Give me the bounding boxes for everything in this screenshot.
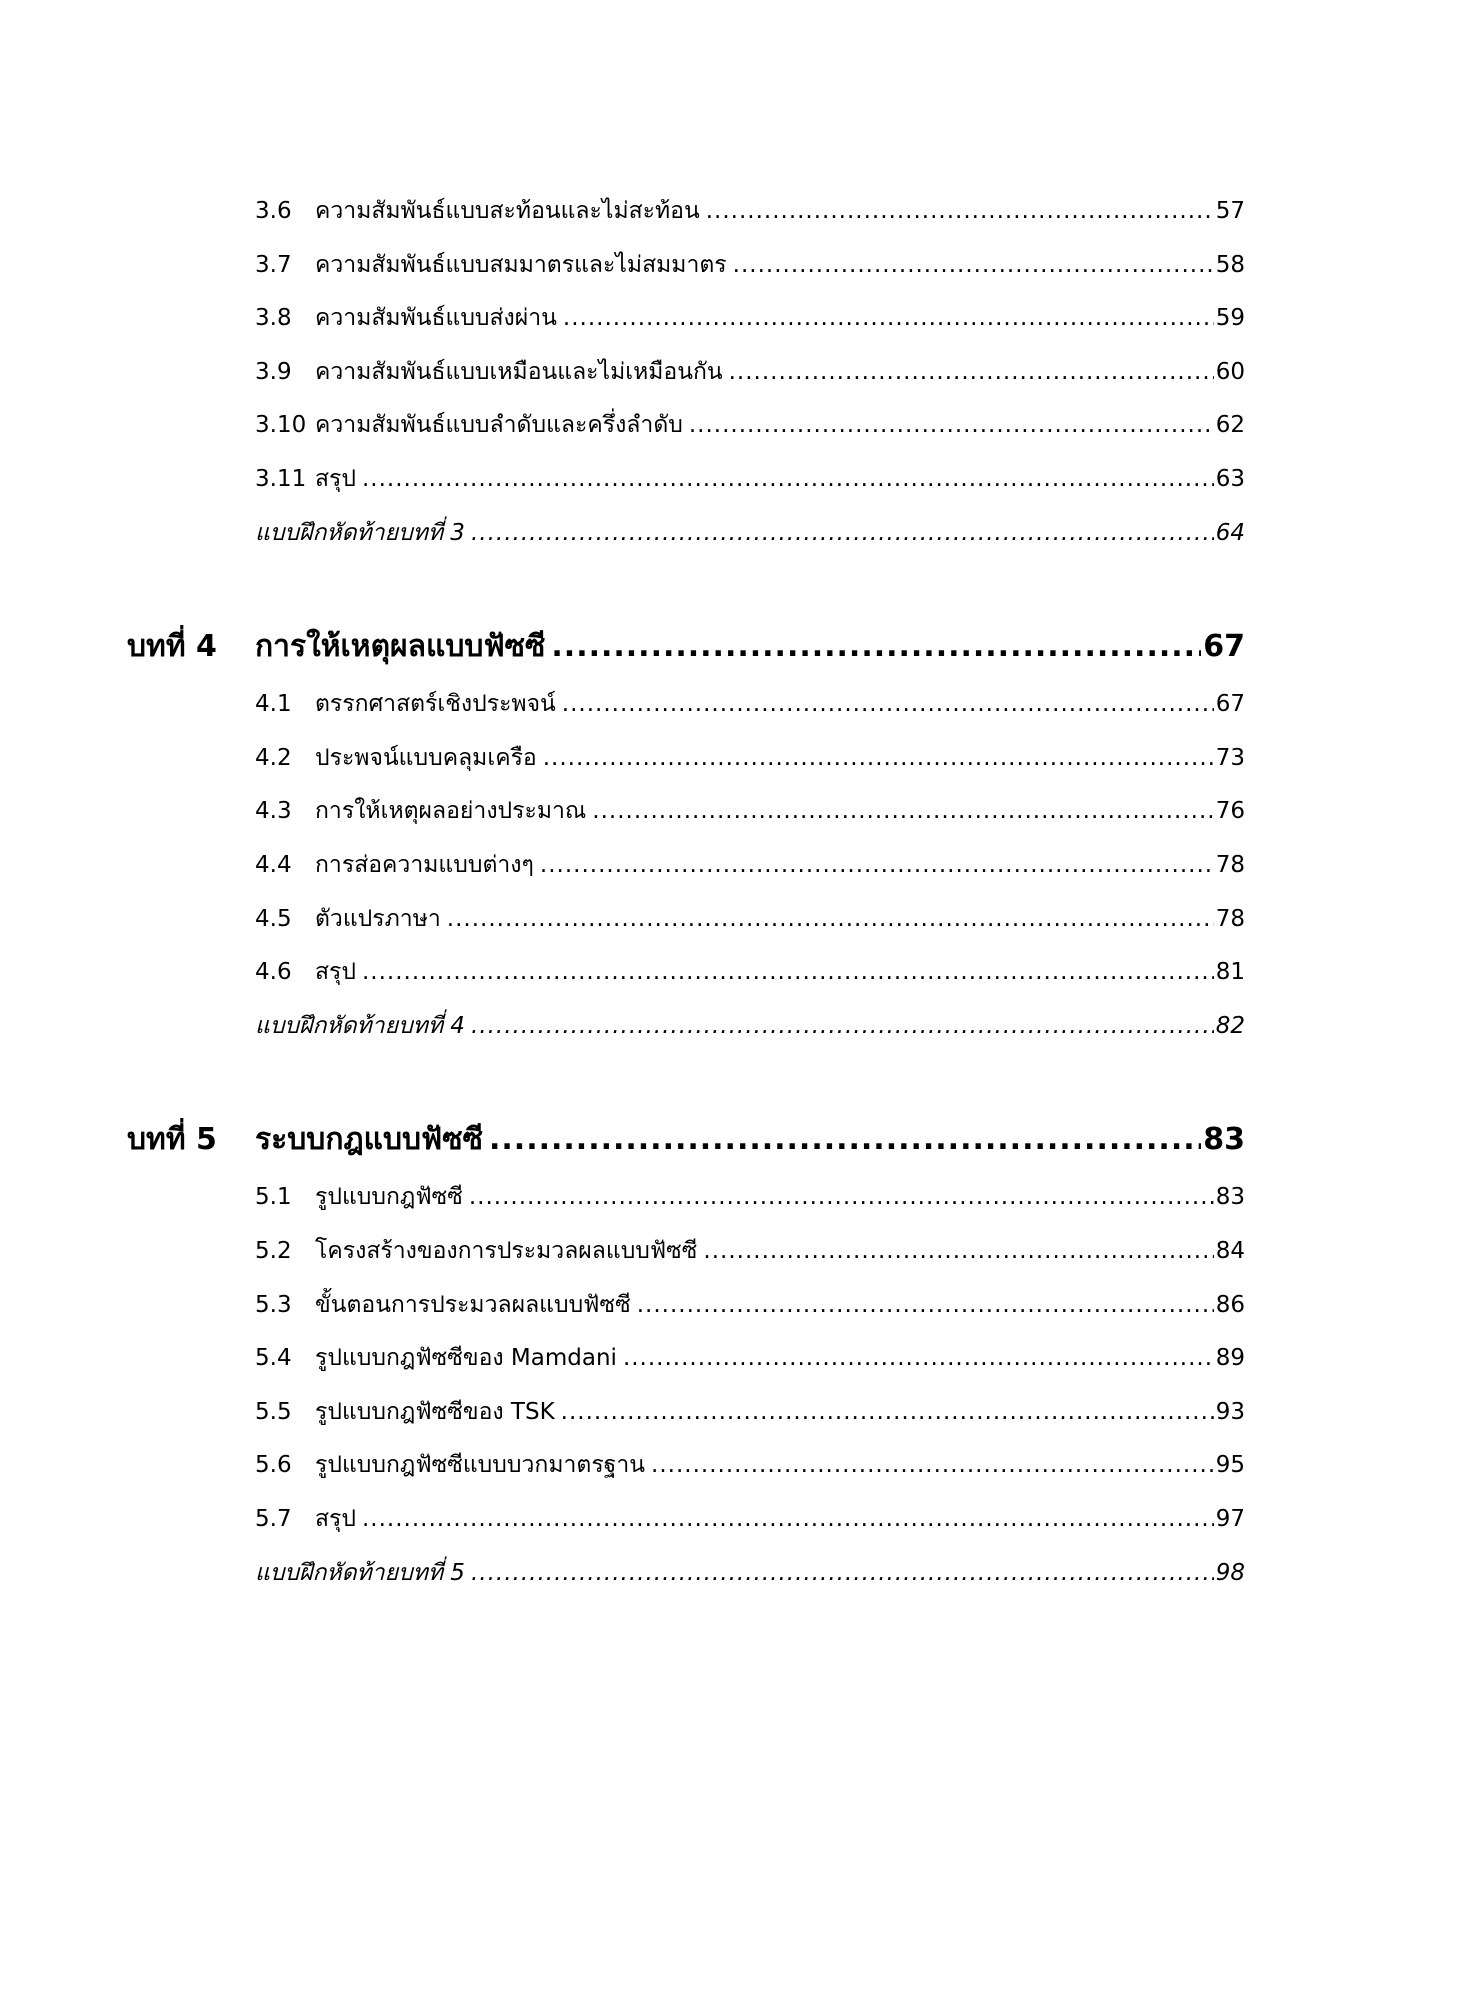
dot-leader — [703, 1234, 1213, 1268]
section-title: ตรรกศาสตร์เชิงประพจน์ — [315, 691, 556, 718]
section-title: ประพจน์แบบคลุมเครือ — [315, 744, 537, 771]
section-title: ความสัมพันธ์แบบส่งผ่าน — [315, 305, 557, 332]
section-entry[interactable] — [255, 1395, 1245, 1429]
section-title: ตัวแปรภาษา — [315, 905, 441, 932]
section-number: 5.7 — [255, 1506, 292, 1532]
section-number: 3.7 — [255, 251, 292, 278]
page-number: 83 — [1203, 1122, 1245, 1158]
section-entry[interactable] — [255, 462, 1245, 496]
section-entry[interactable] — [255, 1234, 1245, 1268]
page-number: 63 — [1215, 466, 1245, 492]
dot-leader — [362, 955, 1214, 989]
section-entry[interactable] — [255, 848, 1245, 882]
section-number: 5.4 — [255, 1345, 292, 1372]
section-number: 5.3 — [255, 1291, 292, 1318]
chapter-heading[interactable] — [127, 1118, 1245, 1162]
section-entry[interactable] — [255, 301, 1245, 335]
dot-leader — [733, 248, 1214, 282]
chapter-number: บทที่ 5 — [127, 1122, 217, 1158]
page-number: 60 — [1215, 358, 1245, 385]
section-number: 5.1 — [255, 1184, 292, 1211]
dot-leader — [689, 408, 1214, 442]
section-entry[interactable] — [255, 741, 1245, 775]
exercise-title: แบบฝึกหัดท้ายบทที่ 5 — [255, 1559, 465, 1586]
section-title: ความสัมพันธ์แบบเหมือนและไม่เหมือนกัน — [315, 358, 723, 385]
section-title: ความสัมพันธ์แบบสะท้อนและไม่สะท้อน — [315, 198, 700, 224]
page-number: 83 — [1215, 1184, 1245, 1211]
section-number: 5.5 — [255, 1398, 292, 1425]
section-entry[interactable] — [255, 194, 1245, 228]
exercise-title: แบบฝึกหัดท้ายบทที่ 3 — [255, 519, 465, 546]
section-title: สรุป — [315, 959, 356, 986]
page-number: 64 — [1215, 519, 1245, 546]
dot-leader — [362, 1502, 1214, 1536]
section-number: 3.8 — [255, 305, 292, 332]
page-number: 62 — [1215, 412, 1245, 439]
dot-leader — [561, 1395, 1214, 1429]
section-number: 4.5 — [255, 905, 292, 932]
exercise-entry[interactable] — [255, 1556, 1245, 1590]
section-number: 5.6 — [255, 1452, 292, 1479]
dot-leader — [540, 848, 1214, 882]
dot-leader — [729, 355, 1214, 389]
section-title: โครงสร้างของการประมวลผลแบบฟัซซี — [315, 1238, 698, 1264]
section-entry[interactable] — [255, 902, 1245, 936]
section-title: การส่อความแบบต่างๆ — [315, 852, 534, 878]
exercise-entry[interactable] — [255, 1009, 1245, 1043]
section-title: ความสัมพันธ์แบบสมมาตรและไม่สมมาตร — [315, 251, 727, 278]
page-number: 76 — [1215, 798, 1245, 825]
page-number: 58 — [1215, 251, 1245, 278]
page-number: 95 — [1215, 1452, 1245, 1479]
section-entry[interactable] — [255, 794, 1245, 828]
section-entry[interactable] — [255, 1341, 1245, 1375]
page-number: 78 — [1215, 905, 1245, 932]
page-number: 82 — [1215, 1012, 1245, 1039]
dot-leader — [447, 902, 1214, 936]
dot-leader — [471, 1556, 1214, 1590]
section-title: รูปแบบกฎฟัซซีของ TSK — [315, 1398, 555, 1425]
page-number: 86 — [1215, 1291, 1245, 1318]
page-number: 73 — [1215, 744, 1245, 771]
section-entry[interactable] — [255, 1448, 1245, 1482]
section-title: ความสัมพันธ์แบบลำดับและครึ่งลำดับ — [315, 412, 683, 439]
section-entry[interactable] — [255, 1180, 1245, 1214]
page-number: 98 — [1215, 1559, 1245, 1586]
chapter-number: บทที่ 4 — [127, 629, 217, 665]
section-entry[interactable] — [255, 687, 1245, 721]
section-entry[interactable] — [255, 355, 1245, 389]
page-number: 81 — [1215, 959, 1245, 986]
dot-leader — [563, 301, 1214, 335]
dot-leader — [471, 516, 1214, 550]
section-entry[interactable] — [255, 408, 1245, 442]
page-number: 97 — [1215, 1506, 1245, 1532]
chapter-heading[interactable] — [127, 625, 1245, 669]
page-number: 84 — [1215, 1238, 1245, 1264]
page-number: 57 — [1215, 198, 1245, 224]
chapter-title: การให้เหตุผลแบบฟัซซี — [255, 629, 546, 665]
section-entry[interactable] — [255, 955, 1245, 989]
dot-leader — [362, 462, 1214, 496]
dot-leader — [651, 1448, 1214, 1482]
section-title: สรุป — [315, 466, 356, 492]
section-title: การให้เหตุผลอย่างประมาณ — [315, 798, 587, 825]
dot-leader — [562, 687, 1214, 721]
section-title: สรุป — [315, 1506, 356, 1532]
section-title: รูปแบบกฎฟัซซีของ Mamdani — [315, 1345, 617, 1372]
section-number: 4.3 — [255, 798, 292, 825]
section-number: 3.9 — [255, 358, 292, 385]
dot-leader — [623, 1341, 1214, 1375]
dot-leader — [637, 1288, 1214, 1322]
section-entry[interactable] — [255, 1288, 1245, 1322]
dot-leader — [592, 794, 1213, 828]
section-number: 4.1 — [255, 691, 292, 718]
page-number: 67 — [1215, 691, 1245, 718]
section-number: 3.11 — [255, 466, 307, 492]
dot-leader — [543, 741, 1214, 775]
section-number: 5.2 — [255, 1238, 292, 1264]
page-number: 89 — [1215, 1345, 1245, 1372]
section-entry[interactable] — [255, 1502, 1245, 1536]
page-number: 93 — [1215, 1398, 1245, 1425]
dot-leader — [469, 1180, 1214, 1214]
section-title: รูปแบบกฎฟัซซีแบบบวกมาตรฐาน — [315, 1452, 646, 1479]
dot-leader — [706, 194, 1214, 228]
chapter-title: ระบบกฎแบบฟัซซี — [255, 1122, 484, 1158]
dot-leader — [471, 1009, 1214, 1043]
section-title: ขั้นตอนการประมวลผลแบบฟัซซี — [315, 1291, 631, 1318]
dot-leader — [551, 625, 1201, 669]
exercise-entry[interactable] — [255, 516, 1245, 550]
section-number: 4.2 — [255, 744, 292, 771]
page-number: 78 — [1215, 852, 1245, 878]
section-title: รูปแบบกฎฟัซซี — [315, 1184, 463, 1211]
section-number: 4.6 — [255, 959, 292, 986]
page-number: 59 — [1215, 305, 1245, 332]
section-entry[interactable] — [255, 248, 1245, 282]
dot-leader — [489, 1118, 1201, 1162]
section-number: 3.10 — [255, 412, 307, 439]
section-number: 3.6 — [255, 198, 292, 224]
exercise-title: แบบฝึกหัดท้ายบทที่ 4 — [255, 1012, 465, 1039]
section-number: 4.4 — [255, 852, 292, 878]
page-number: 67 — [1203, 629, 1245, 665]
